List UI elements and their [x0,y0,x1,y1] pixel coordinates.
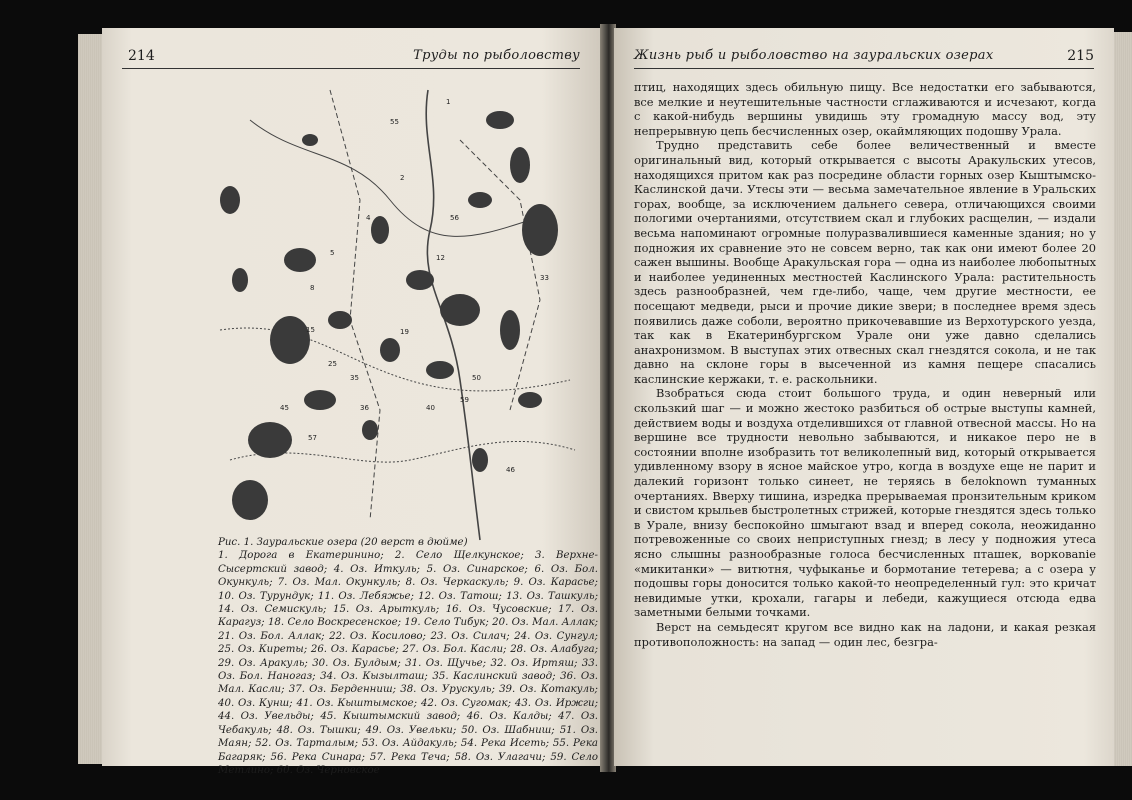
map-label: 15 [306,326,315,334]
right-page-number: 215 [1067,48,1094,64]
map-lake [486,111,514,129]
map-label: 40 [426,404,435,412]
map-lake [302,134,318,146]
map-label: 25 [328,360,337,368]
map-label: 57 [308,434,317,442]
paragraph: птиц, находящих здесь обильную пищу. Все недостатки его забываются, все мелкие и неутешительные частности сглаживаются и исчезают, когда с какой-нибудь вершины увидишь эту громадную массу вод, эту непрерывную цепь бесчисленных озер, окаймляющих подошву Урала. [634,80,1096,138]
map-label: 56 [450,214,459,222]
right-running-title: Жизнь рыб и рыболовство на зауральских озерах [634,48,994,63]
page-edges-left [78,34,104,764]
open-book [78,14,1132,784]
map-lake [510,147,530,183]
map-label: 55 [390,118,399,126]
map-label: 35 [350,374,359,382]
map-label: 4 [366,214,371,222]
map-lake [468,192,492,208]
map-label: 45 [280,404,289,412]
map-lake [362,420,378,440]
map-lake [500,310,520,350]
left-page-number: 214 [128,48,155,64]
figure-caption-body: 1. Дорога в Екатеринино; 2. Село Щелкунское; 3. Верхне-Сысертский завод; 4. Оз. Иткуль; 5. Оз. Синарское; 6. Оз. Бол. Окункуль; 7. Оз. Мал. Окункуль; 8. Оз. Черкаскуль; 9. Оз. Карасье; 10. Оз. Турундук; 11. Оз. Лебяжье; 12. Оз. Татош; 13. Оз. Ташкуль; 14. Оз. Семискуль; 15. Оз. Арыткуль; 16. Оз. Чусовские; 17. Оз. Карагуз; 18. Село Воскресенское; 19. Село Тибук; 20. Оз. Мал. Аллак; 21. Оз. Бол. Аллак; 22. Оз. Косилово; 23. Оз. Силач; 24. Оз. Сунгул; 25. Оз. Киреты; 26. Оз. Карасье; 27. Оз. Бол. Касли; 28. Оз. Алабуга; 29. Оз. Аракуль; 30. Оз. Булдым; 31. Оз. Щучье; 32. Оз. Иртяш; 33. Оз. Бол. Наногаз; 34. Оз. Кызылташ; 35. Каслинский завод; 36. Оз. Мал. Касли; 37. Оз. Берденниш; 38. Оз. Урускуль; 39. Оз. Котакуль; 40. Оз. Кунш; 41. Оз. Кыштымское; 42. Оз. Сугомак; 43. Оз. Иржги; 44. Оз. Увельды; 45. Кыштымский завод; 46. Оз. Калды; 47. Оз. Чебакуль; 48. Оз. Тышки; 49. Оз. Увельки; 50. Оз. Шабниш; 51. Оз. Маян; 52. Оз. Тарталым; 53. Оз. Айдакуль; 54. Река Исеть; 55. Река Багаряк; 56. Река Синара; 57. Река Теча; 58. Оз. Улагачи; 59. Село Метлино; 60. Оз. Черновское [218,550,598,776]
right-page [614,28,1114,766]
paragraph: Верст на семьдесят кругом все видно как на ладони, и какая резкая противоположность: на запад — один лес, безгра- [634,619,1096,649]
right-page-body [634,80,1096,649]
map-label: 5 [330,249,335,257]
page-edges-right [1112,32,1132,766]
map-lake [270,316,310,364]
map-lake [232,268,248,292]
figure-caption [218,536,598,777]
map-label: 36 [360,404,369,412]
map-road [250,120,530,236]
map-lake [371,216,389,244]
left-page-header [122,46,580,69]
map-label: 46 [506,466,515,474]
map-label: 12 [436,254,445,262]
map-label: 2 [400,174,405,182]
map-lake [472,448,488,472]
map-lake [232,480,268,520]
map-label: 1 [446,98,451,106]
map-lake [440,294,480,326]
left-running-title: Труды по рыболовству [413,48,580,63]
map-lake [304,390,336,410]
map-lake [284,248,316,272]
map-lake [328,311,352,329]
map-lake [380,338,400,362]
map-boundary [330,90,380,520]
map-label: 59 [460,396,469,404]
map-label: 19 [400,328,409,336]
map-lake [518,392,542,408]
map-boundary [460,140,540,410]
map-lake [522,204,558,256]
paragraph: Трудно представить себе более величественный и вместе оригинальный вид, который открывается с высоты Аракульских утесов, находящихся притом как раз посредине области горных озер Кыштымско-Каслинской дачи. Утесы эти — весьма замечательное явление в Уральских горах, вообще, за исключением дальнего севера, отличающихся своими пологими очертаниями, отсутствием скал и глубоких расщелин, — издали весьма напоминают огромные полуразвалившиеся каменные здания; но у подножия их сравнение это не совсем верно, так как они имеют более 20 сажен вышины. Вообще Аракульская гора — одна из наиболее любопытных и наиболее уединенных местностей Каслинского Урала: растительность здесь разнообразней, чем где-либо, чаще, чем другие местности, ее посещают медведи, рыси и прочие дикие звери; в последнее время здесь появились даже соболи, вероятно прикочевавшие из Верхотурского уезда, так как в Екатеринбургском Урале они уже давно сделались анахронизмом. В выступах этих отвесных скал гнездятся сокола, и не так давно на склоне горы в высеченной из камня пещере спасались каслинские кержаки, т. е. раскольники. [634,138,1096,386]
right-page-header [634,46,1094,69]
map-lake [220,186,240,214]
left-page [102,28,602,776]
figure-caption-title: Рис. 1. Зауральские озера (20 верст в дюйме) [218,537,468,548]
map-lake [426,361,454,379]
paragraph: Взобраться сюда стоит большого труда, и один неверный или скользкий шаг — и можно жестоко разбиться об острые выступы камней, действием воды и воздуха отделившихся от главной отвесной массы. Но на вершине все трудности невольно забываются, и никакое перо не в состоянии вполне изобразить тот великолепный вид, который открывается удивленному взору в ясное майское утро, когда в воздухе еще не парит и далекий горизонт только синеет, не теряясь в белоknown туманных очертаниях. Вверху тишина, изредка прерываемая пронзительным криком и свистом крыльев быстролетных стрижей, которые гнездятся здесь только в Урале, внизу беспокойно шмыгают взад и вперед сокола, неожиданно потревоженные со своих неприступных гнезд; в лесу у подножия утеса ясно слышны разнообразные голоса бесчисленных пташек, ворковanie «микитанки» — витютня, чуфыканье и бормотание тетерева; а с озера у подошвы горы доносится только какой-то неопределенный гул: это кричат невидимые утки, крохали, гагары и лебеди, кажущиеся отсюда едва заметными белыми точками. [634,386,1096,620]
map-label: 8 [310,284,315,292]
lakes-map-figure [210,80,580,540]
map-label: 50 [472,374,481,382]
map-label: 33 [540,274,549,282]
map-lake [406,270,434,290]
map-lake [248,422,292,458]
